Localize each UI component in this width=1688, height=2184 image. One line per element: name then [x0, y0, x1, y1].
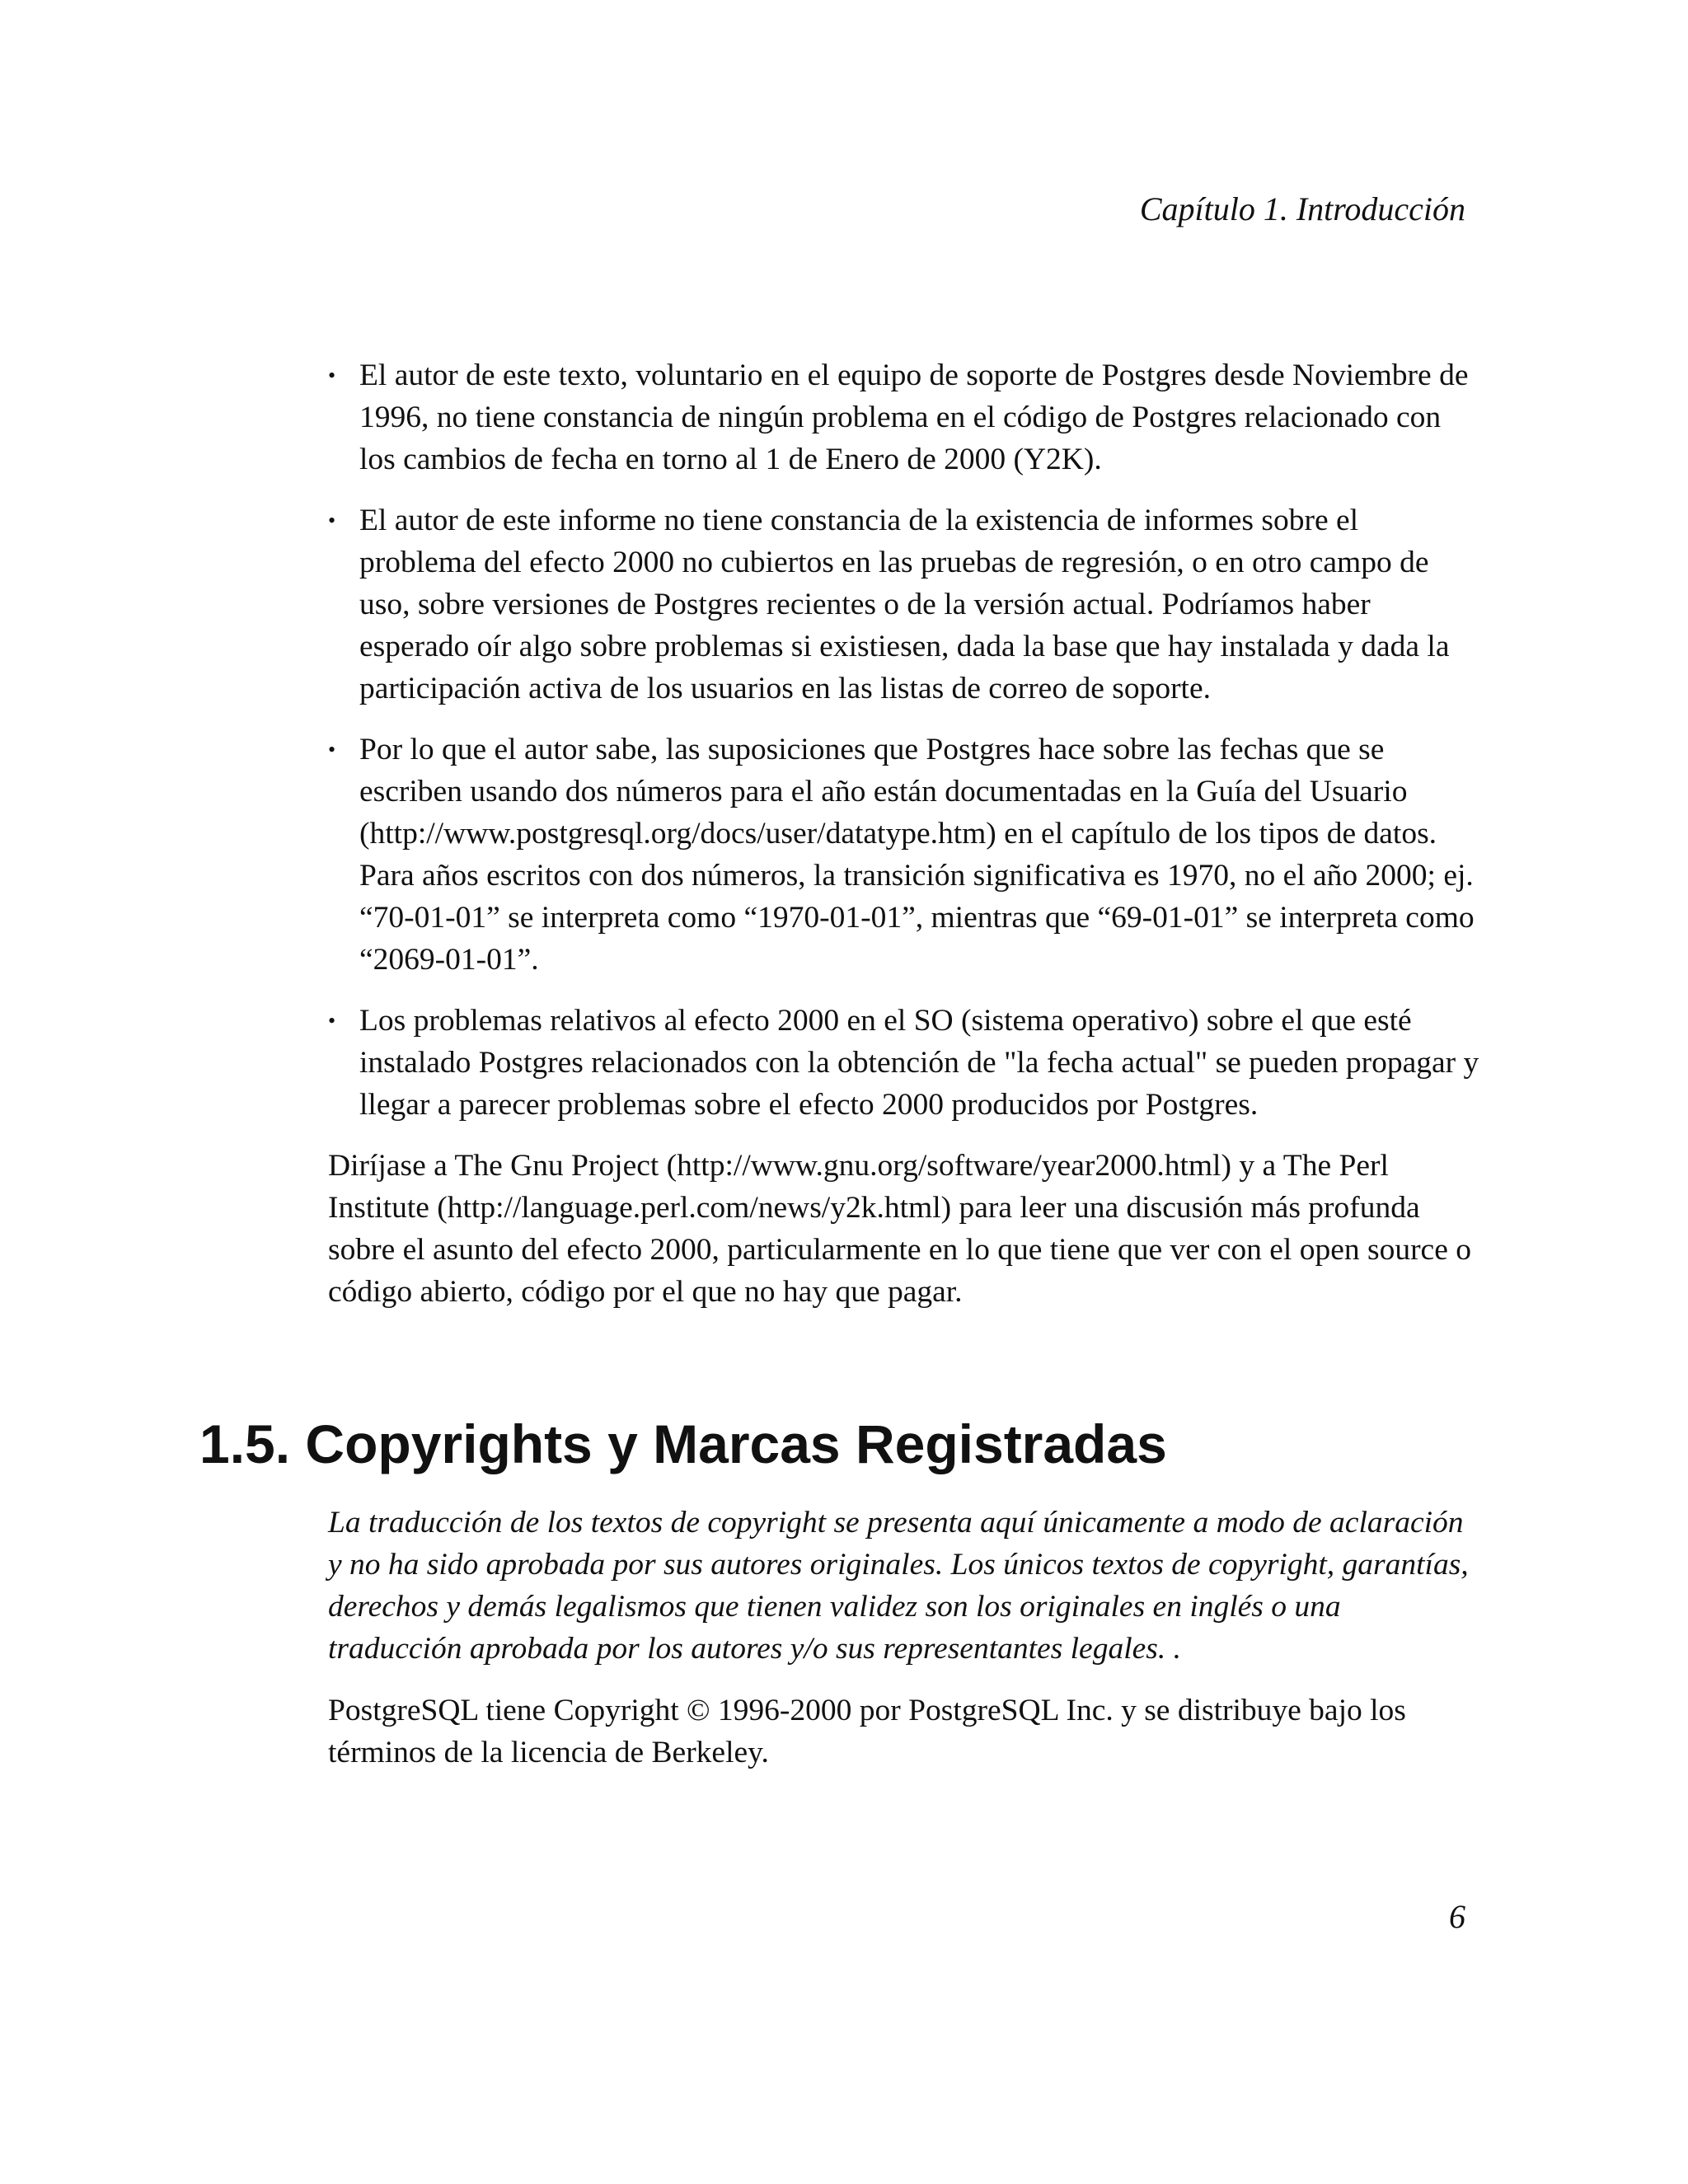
- list-item-text: Los problemas relativos al efecto 2000 en el SO (sistema operativo) sobre el que esté instalado Postgres relacionados con la obtención de "la fecha actual" se pueden propagar y llegar a parecer problemas sobre el efecto 2000 producidos por Postgres.: [359, 1004, 1479, 1122]
- list-item: [328, 499, 1482, 710]
- bullet-icon: •: [328, 738, 336, 762]
- list-item: [328, 729, 1482, 981]
- section-title: 1.5. Copyrights y Marcas Registradas: [199, 1413, 1167, 1474]
- running-header: Capítulo 1. Introducción: [1139, 190, 1465, 227]
- list-item-text: El autor de este informe no tiene constancia de la existencia de informes sobre el problema del efecto 2000 no cubiertos en las pruebas de regresión, o en otro campo de uso, sobre versiones de Postgres recientes o de la versión actual. Podríamos haber esperado oír algo sobre problemas si existiesen, dada la base que hay instalada y dada la participación activa de los usuarios en las listas de correo de soporte.: [359, 504, 1450, 705]
- page-number: 6: [1449, 1898, 1465, 1935]
- list-item: [328, 1000, 1482, 1126]
- copyright-paragraph: PostgreSQL tiene Copyright © 1996-2000 por PostgreSQL Inc. y se distribuye bajo los términos de la licencia de Berkeley.: [328, 1694, 1406, 1769]
- bullet-icon: •: [328, 1009, 336, 1033]
- bullet-list: [328, 354, 1482, 1126]
- list-item: [328, 354, 1482, 480]
- bullet-icon: •: [328, 363, 336, 387]
- translation-note: La traducción de los textos de copyright se presenta aquí únicamente a modo de aclaración y no ha sido aprobada por sus autores originales. Los únicos textos de copyright, garantías, derechos y demás legalismos que tienen validez son los originales en inglés o una traducción aprobada por los autores y/o sus representantes legales. .: [328, 1506, 1469, 1666]
- section-body: [328, 1502, 1482, 1774]
- list-item-text: Por lo que el autor sabe, las suposiciones que Postgres hace sobre las fechas que se escriben usando dos números para el año están documentadas en la Guía del Usuario (http://www.postgresql.org/docs/user/datatype.htm) en el capítulo de los tipos de datos. Para años escritos con dos números, la transición significativa es 1970, no el año 2000; ej. “70-01-01” se interpreta como “1970-01-01”, mientras que “69-01-01” se interpreta como “2069-01-01”.: [359, 733, 1475, 977]
- closing-paragraph: Diríjase a The Gnu Project (http://www.gnu.org/software/year2000.html) y a The Perl Institute (http://language.perl.com/news/y2k.html) para leer una discusión más profunda sobre el asunto del efecto 2000, particularmente en lo que tiene que ver con el open source o código abierto, código por el que no hay que pagar.: [328, 1149, 1471, 1309]
- bullet-icon: •: [328, 509, 336, 532]
- main-content: [328, 354, 1482, 1313]
- list-item-text: El autor de este texto, voluntario en el equipo de soporte de Postgres desde Noviembre de 1996, no tiene constancia de ningún problema en el código de Postgres relacionado con los cambios de fecha en torno al 1 de Enero de 2000 (Y2K).: [359, 359, 1469, 476]
